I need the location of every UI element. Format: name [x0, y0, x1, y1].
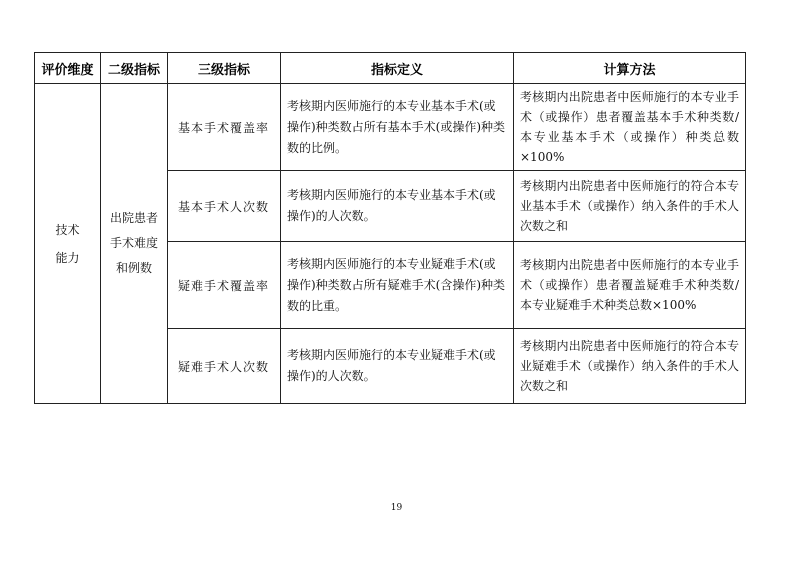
definition-cell: 考核期内医师施行的本专业基本手术(或操作)种类数占所有基本手术(或操作)种类数的比例。: [281, 84, 514, 171]
level3-cell: 基本手术人次数: [168, 171, 281, 242]
definition-cell: 考核期内医师施行的本专业疑难手术(或操作)种类数占所有疑难手术(含操作)种类数的比重。: [281, 242, 514, 329]
header-level2-indicator: 二级指标: [101, 53, 168, 84]
calculation-cell: 考核期内出院患者中医师施行的本专业手术（或操作）患者覆盖基本手术种类数/本专业基本手术（或操作）种类总数×100%: [514, 84, 746, 171]
page-number: 19: [390, 503, 403, 513]
header-definition: 指标定义: [281, 53, 514, 84]
level3-cell: 疑难手术覆盖率: [168, 242, 281, 329]
indicator-table: [34, 52, 746, 404]
table-row: [35, 84, 746, 171]
level3-cell: 疑难手术人次数: [168, 329, 281, 404]
header-calculation: 计算方法: [514, 53, 746, 84]
level2-cell: [101, 84, 168, 404]
dimension-line: 能力: [55, 250, 80, 265]
dimension-cell: [35, 84, 101, 404]
calculation-cell: 考核期内出院患者中医师施行的符合本专业疑难手术（或操作）纳入条件的手术人次数之和: [514, 329, 746, 404]
definition-cell: 考核期内医师施行的本专业基本手术(或操作)的人次数。: [281, 171, 514, 242]
level2-line: 手术难度: [109, 236, 158, 250]
definition-cell: 考核期内医师施行的本专业疑难手术(或操作)的人次数。: [281, 329, 514, 404]
header-dimension: 评价维度: [35, 53, 101, 84]
table-header-row: [35, 53, 746, 84]
calculation-cell: 考核期内出院患者中医师施行的符合本专业基本手术（或操作）纳入条件的手术人次数之和: [514, 171, 746, 242]
calculation-cell: 考核期内出院患者中医师施行的本专业手术（或操作）患者覆盖疑难手术种类数/本专业疑难手术种类总数×100%: [514, 242, 746, 329]
level2-line: 出院患者: [109, 211, 158, 225]
level2-line: 和例数: [115, 261, 152, 275]
header-level3-indicator: 三级指标: [168, 53, 281, 84]
dimension-line: 技术: [55, 222, 80, 237]
level3-cell: 基本手术覆盖率: [168, 84, 281, 171]
